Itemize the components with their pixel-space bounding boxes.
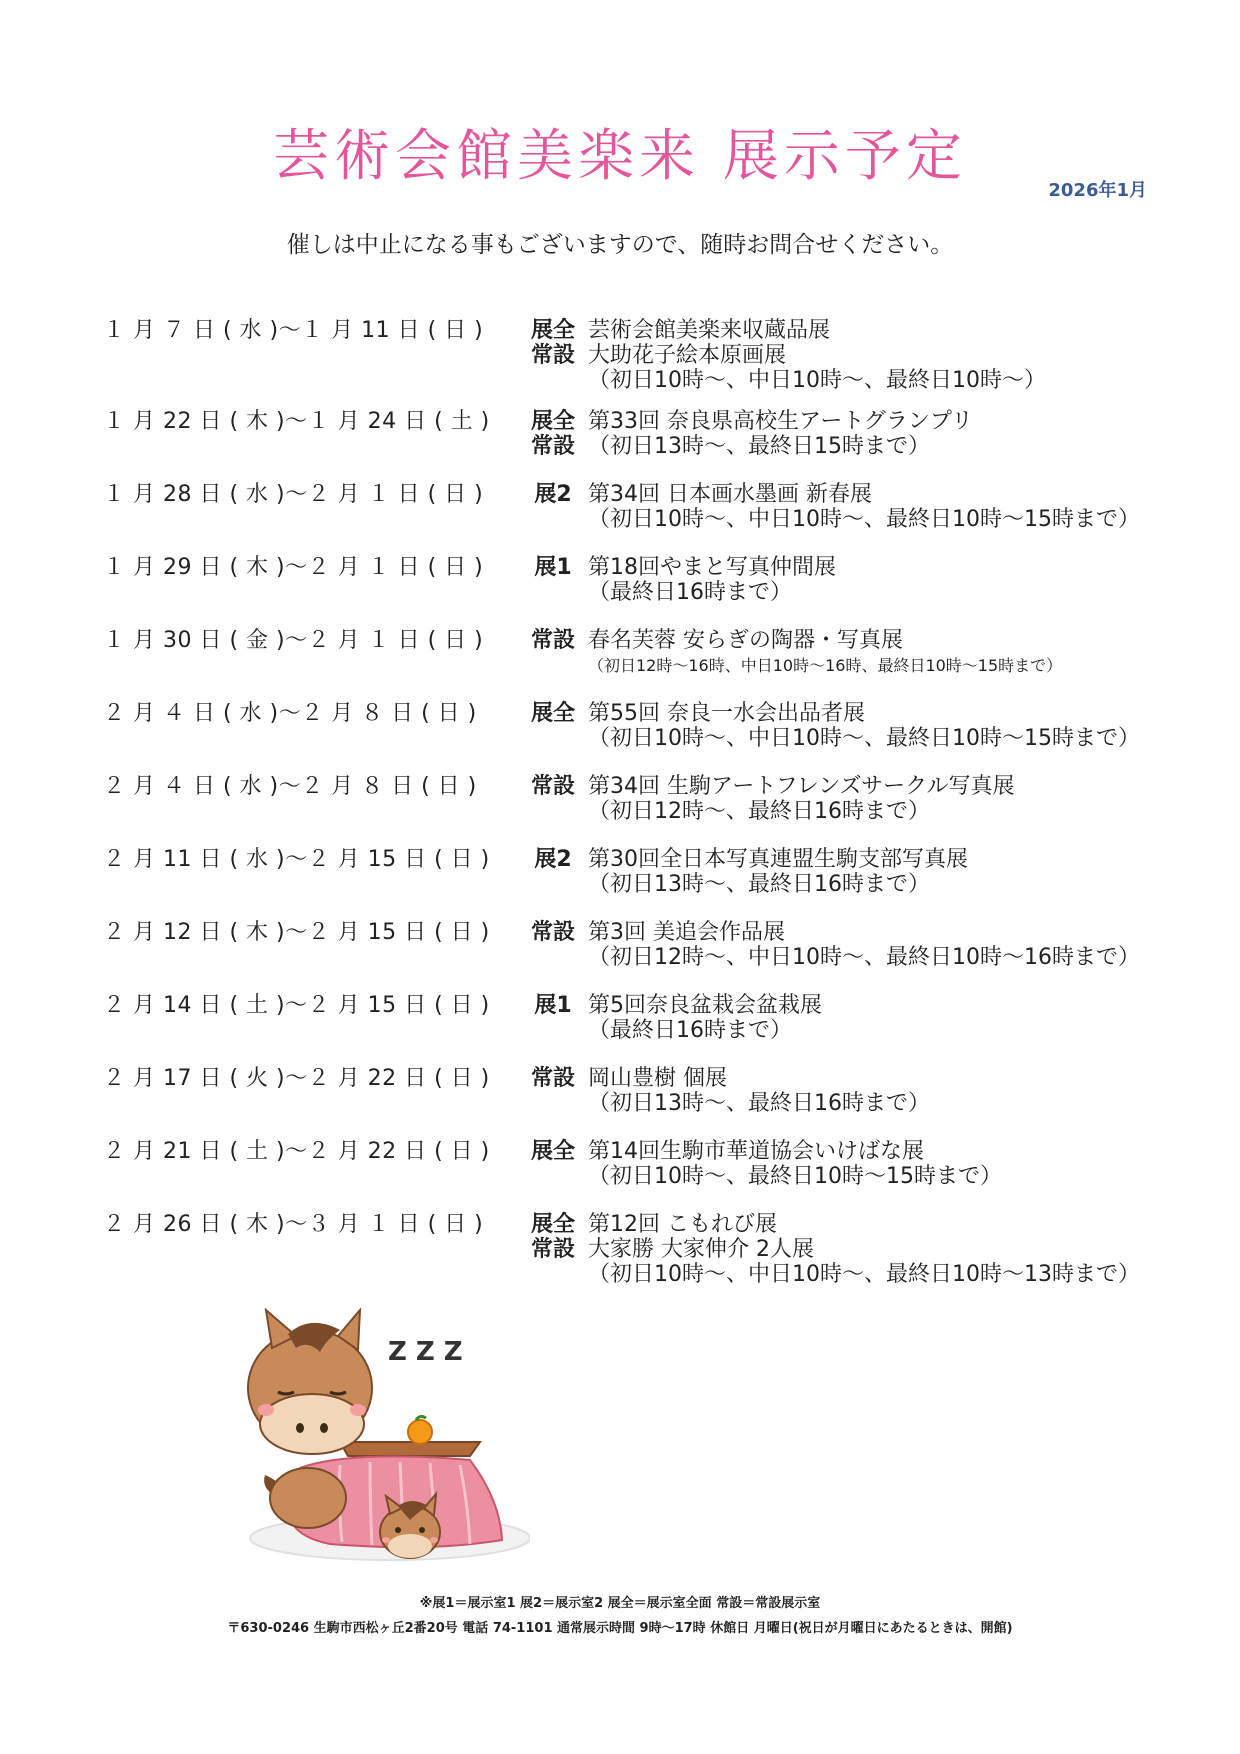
schedule-line (103, 701, 1163, 726)
schedule-line (103, 920, 1163, 945)
date-range: ２ 月 14 日 ( 土 )～２ 月 15 日 ( 日 ) (103, 993, 490, 1018)
room-label: 展全 (530, 701, 575, 726)
schedule-line (103, 1164, 1163, 1189)
hours-note: （初日10時～、最終日10時～15時まで） (588, 1164, 1002, 1189)
schedule-line (103, 628, 1163, 653)
exhibition-title: 第55回 奈良一水会出品者展 (588, 701, 865, 726)
schedule-line (103, 555, 1163, 580)
hours-note: （初日13時～、最終日16時まで） (588, 1091, 930, 1116)
exhibition-title: 第18回やまと写真仲間展 (588, 555, 836, 580)
schedule-line (103, 1066, 1163, 1091)
date-range: ２ 月 11 日 ( 水 )～２ 月 15 日 ( 日 ) (103, 847, 490, 872)
date-range: ２ 月 12 日 ( 木 )～２ 月 15 日 ( 日 ) (103, 920, 490, 945)
hours-note: （初日10時～、中日10時～、最終日10時～） (588, 368, 1046, 393)
page-title: 芸術会館美楽来 展示予定 (273, 124, 967, 189)
schedule-line (103, 409, 1163, 434)
schedule-line (103, 774, 1163, 799)
schedule-line (103, 872, 1163, 897)
room-label: 常設 (530, 434, 575, 459)
hours-note: （初日12時～、最終日16時まで） (588, 799, 930, 824)
room-label: 常設 (530, 920, 575, 945)
entry-gap (103, 459, 1163, 482)
date-range: ２ 月 21 日 ( 土 )～２ 月 22 日 ( 日 ) (103, 1139, 490, 1164)
exhibition-title: 大家勝 大家伸介 2人展 (588, 1237, 814, 1262)
date-range: ２ 月 ４ 日 ( 水 )～２ 月 ８ 日 ( 日 ) (103, 701, 477, 726)
entry-gap (103, 1189, 1163, 1212)
date-range: ２ 月 ４ 日 ( 水 )～２ 月 ８ 日 ( 日 ) (103, 774, 477, 799)
room-label: 常設 (530, 1237, 575, 1262)
schedule-line (103, 318, 1163, 343)
schedule-entry (103, 482, 1163, 532)
room-label: 展全 (530, 1212, 575, 1237)
schedule-line (103, 1139, 1163, 1164)
exhibition-title: 第5回奈良盆栽会盆栽展 (588, 993, 822, 1018)
entry-gap (103, 897, 1163, 920)
room-label: 常設 (530, 774, 575, 799)
schedule-line (103, 653, 1163, 678)
schedule-line (103, 343, 1163, 368)
schedule-line (103, 507, 1163, 532)
date-range: １ 月 29 日 ( 木 )～２ 月 １ 日 ( 日 ) (103, 555, 484, 580)
date-range: １ 月 30 日 ( 金 )～２ 月 １ 日 ( 日 ) (103, 628, 484, 653)
exhibition-title: 第34回 日本画水墨画 新春展 (588, 482, 872, 507)
schedule-line (103, 1091, 1163, 1116)
date-range: １ 月 ７ 日 ( 水 )～１ 月 11 日 ( 日 ) (103, 318, 484, 343)
date-range: ２ 月 26 日 ( 木 )～３ 月 １ 日 ( 日 ) (103, 1212, 484, 1237)
schedule-entry (103, 920, 1163, 970)
hours-note: （初日10時～、中日10時～、最終日10時～13時まで） (588, 1262, 1140, 1287)
sleeping-horse-kotatsu-illustration (230, 1300, 530, 1570)
entry-gap (103, 605, 1163, 628)
entry-gap (103, 393, 1163, 409)
schedule-line (103, 482, 1163, 507)
exhibition-title: 第3回 美追会作品展 (588, 920, 785, 945)
date-range: ２ 月 17 日 ( 火 )～２ 月 22 日 ( 日 ) (103, 1066, 490, 1091)
hours-note: （初日13時～、最終日16時まで） (588, 872, 930, 897)
hours-note: （初日10時～、中日10時～、最終日10時～15時まで） (588, 507, 1140, 532)
exhibition-title: 岡山豊樹 個展 (588, 1066, 727, 1091)
schedule-entry (103, 774, 1163, 824)
room-label: 常設 (530, 628, 575, 653)
schedule-entry (103, 1066, 1163, 1116)
exhibition-title: 第34回 生駒アートフレンズサークル写真展 (588, 774, 1015, 799)
exhibition-title: 第14回生駒市華道協会いけばな展 (588, 1139, 924, 1164)
schedule-line (103, 1212, 1163, 1237)
schedule-entry (103, 318, 1163, 393)
schedule-line (103, 726, 1163, 751)
issue-date: 2026年1月 (1048, 180, 1147, 201)
room-label: 展全 (530, 1139, 575, 1164)
zzz-text: Z Z Z (388, 1337, 463, 1367)
schedule-line (103, 1018, 1163, 1043)
schedule-entry (103, 1212, 1163, 1287)
hours-note: （初日12時～、中日10時～、最終日10時～16時まで） (588, 945, 1140, 970)
room-label: 展2 (534, 482, 572, 507)
schedule-entry (103, 847, 1163, 897)
schedule-entry (103, 1139, 1163, 1189)
schedule-line (103, 368, 1163, 393)
schedule-line (103, 580, 1163, 605)
schedule-entry (103, 555, 1163, 605)
schedule-line (103, 799, 1163, 824)
room-label: 展1 (534, 993, 572, 1018)
exhibition-title: 第12回 こもれび展 (588, 1212, 777, 1237)
hours-note: （初日10時～、中日10時～、最終日10時～15時まで） (588, 726, 1140, 751)
hours-note: （初日13時～、最終日15時まで） (588, 434, 930, 459)
room-label: 常設 (530, 343, 575, 368)
hours-note: （最終日16時まで） (588, 1018, 792, 1043)
date-range: １ 月 28 日 ( 水 )～２ 月 １ 日 ( 日 ) (103, 482, 484, 507)
contact-address: 〒630-0246 生駒市西松ヶ丘2番20号 電話 74-1101 通常展示時間 9時～17時 休館日 月曜日(祝日が月曜日にあたるときは、開館) (227, 1621, 1013, 1636)
entry-gap (103, 1116, 1163, 1139)
schedule-line (103, 847, 1163, 872)
hours-note: （初日12時～16時、中日10時～16時、最終日10時～15時まで） (588, 656, 1063, 675)
room-label: 展2 (534, 847, 572, 872)
hours-note: （最終日16時まで） (588, 580, 792, 605)
entry-gap (103, 678, 1163, 701)
date-range: １ 月 22 日 ( 木 )～１ 月 24 日 ( 土 ) (103, 409, 490, 434)
exhibition-title: 春名芙蓉 安らぎの陶器・写真展 (588, 628, 903, 653)
entry-gap (103, 970, 1163, 993)
entry-gap (103, 532, 1163, 555)
schedule-entry (103, 409, 1163, 459)
entry-gap (103, 824, 1163, 847)
schedule-entry (103, 993, 1163, 1043)
room-label: 展全 (530, 409, 575, 434)
schedule-line (103, 945, 1163, 970)
exhibition-title: 第30回全日本写真連盟生駒支部写真展 (588, 847, 968, 872)
entry-gap (103, 751, 1163, 774)
schedule-line (103, 1237, 1163, 1262)
cancellation-notice: 催しは中止になる事もございますので、随時お問合せください。 (286, 232, 954, 258)
entry-gap (103, 1043, 1163, 1066)
schedule-list (103, 318, 1163, 1287)
room-label: 常設 (530, 1066, 575, 1091)
schedule-line (103, 993, 1163, 1018)
room-label: 展全 (530, 318, 575, 343)
schedule-line (103, 1262, 1163, 1287)
exhibition-title: 芸術会館美楽来収蔵品展 (588, 318, 831, 343)
exhibition-title: 大助花子絵本原画展 (588, 343, 787, 368)
room-label: 展1 (534, 555, 572, 580)
schedule-entry (103, 701, 1163, 751)
schedule-entry (103, 628, 1163, 678)
exhibition-title: 第33回 奈良県高校生アートグランプリ (588, 409, 974, 434)
schedule-line (103, 434, 1163, 459)
room-legend: ※展1＝展示室1 展2＝展示室2 展全＝展示室全面 常設＝常設展示室 (419, 1596, 821, 1611)
